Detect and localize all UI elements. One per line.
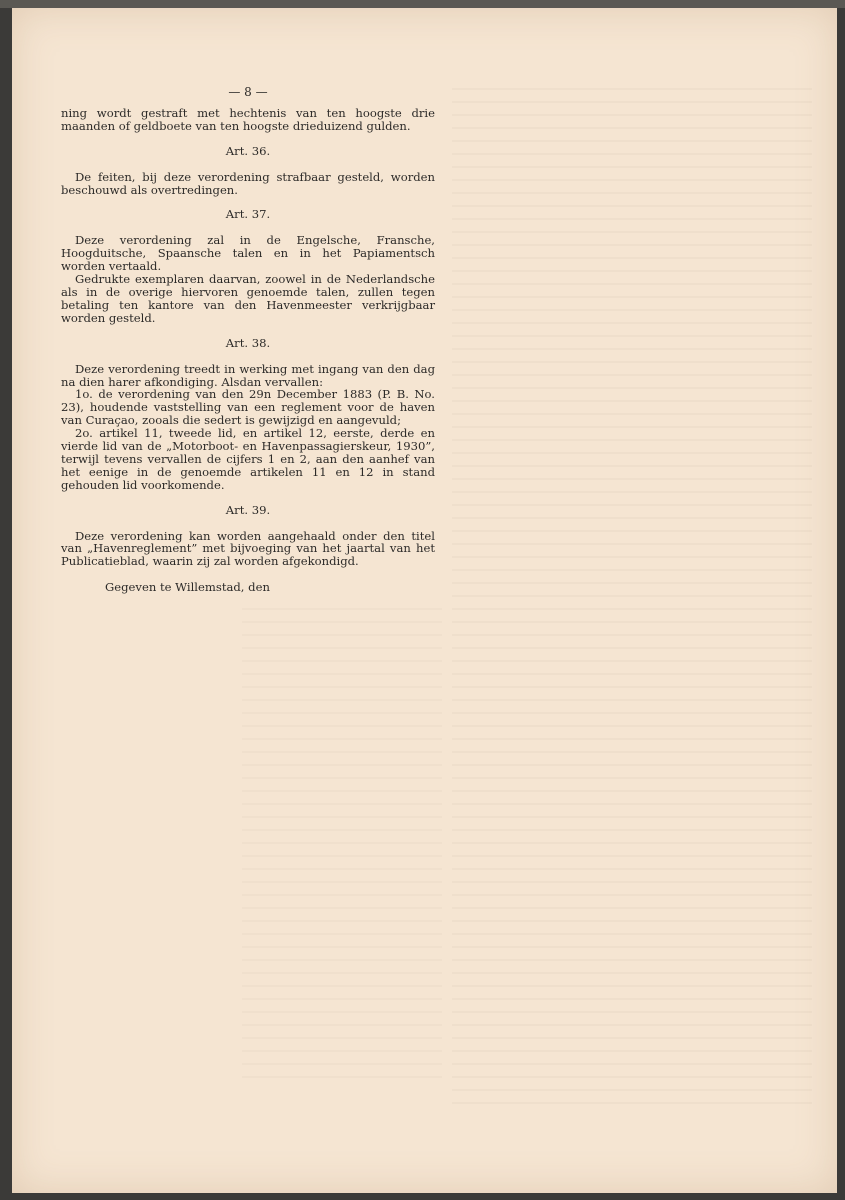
continuation-paragraph: ning wordt gestraft met hechtenis van ten hoogste drie maanden of geldboete van ten hoogste drieduizend gulden. xyxy=(61,105,435,133)
article-heading: Art. 39. xyxy=(225,502,271,517)
article-paragraph: Deze verordening zal in de Engelsche, Fransche, Hoogduitsche, Spaansche talen en in het Papiamentsch worden vertaald. xyxy=(61,233,435,274)
article-heading: Art. 36. xyxy=(225,143,271,158)
page-number: — 8 — xyxy=(228,85,268,99)
article-paragraph: 1o. de verordening van den 29n December 1883 (P. B. No. 23), houdende vaststelling van een reglement voor de haven van Curaçao, zooals die sedert is gewijzigd en aangevuld; xyxy=(61,387,435,428)
scan-top-edge xyxy=(0,0,845,8)
bleed-through-text xyxy=(452,88,812,1108)
article-paragraph: Deze verordening treedt in werking met ingang van den dag na dien harer afkondiging. Alsdan vervallen: xyxy=(61,361,435,389)
article-paragraph: 2o. artikel 11, tweede lid, en artikel 12, eerste, derde en vierde lid van de „Motorboot- en Havenpassagierskeur, 1930”, terwijl tevens vervallen de cijfers 1 en 2, aan den aanhef van het eenige in de genoemde artikelen 11 en 12 in stand gehouden lid voorkomende. xyxy=(61,426,435,492)
article-paragraph: Deze verordening kan worden aangehaald onder den titel van „Havenreglement” met bijvoeging van het jaartal van het Publicatieblad, waarin zij zal worden afgekondigd. xyxy=(61,528,435,569)
article-heading: Art. 38. xyxy=(225,335,271,350)
text-column xyxy=(61,86,435,594)
bleed-through-text-lower xyxy=(242,608,442,1088)
article-paragraph: Gedrukte exemplaren daarvan, zoowel in de Nederlandsche als in de overige hiervoren genoemde talen, zullen tegen betaling ten kantore van den Havenmeester verkrijgbaar worden gesteld. xyxy=(61,272,435,325)
document-page xyxy=(12,8,837,1193)
article-heading: Art. 37. xyxy=(225,207,271,222)
article-paragraph: De feiten, bij deze verordening strafbaar gesteld, worden beschouwd als overtredingen. xyxy=(61,169,435,197)
signoff-line: Gegeven te Willemstad, den xyxy=(105,580,270,595)
